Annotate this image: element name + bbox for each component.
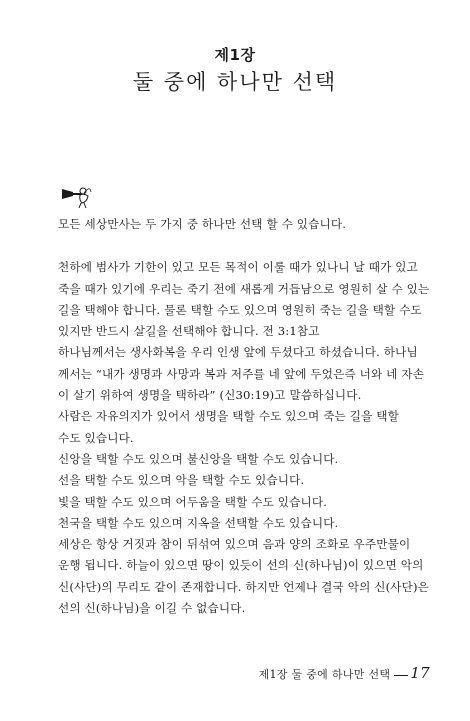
paragraph [58, 214, 430, 235]
text-line: 모든 세상만사는 두 가지 중 하나만 선택 할 수 있습니다. [58, 217, 347, 231]
text-line: 길을 택해야 합니다. 물론 택할 수도 있으며 영원히 죽는 길을 택할 수도 [58, 302, 422, 317]
text-line: 께서는 “내가 생명과 사망과 복과 저주를 네 앞에 두었은즉 너와 네 자손 [58, 366, 425, 381]
paragraph [58, 342, 430, 406]
paragraph [58, 470, 430, 491]
text-line: 신앙을 택할 수도 있으며 불신앙을 택할 수도 있습니다. [58, 451, 339, 466]
text-line: 죽을 때가 있기에 우리는 죽기 전에 새롭게 거듭남으로 영원히 살 수 있는 [58, 281, 430, 296]
text-line: 세상은 항상 거짓과 참이 뒤섞여 있으며 음과 양의 조화로 우주만물이 [58, 537, 411, 552]
text-line: 천국을 택할 수도 있으며 지옥을 선택할 수도 있습니다. [58, 515, 339, 530]
body-text [58, 214, 430, 619]
page-number: 17 [410, 664, 430, 682]
text-line: 신(사단)의 무리도 같이 존재합니다. 하지만 언제나 결국 악의 신(사단)은 [58, 579, 429, 594]
text-line: 사람은 자유의지가 있어서 생명을 택할 수도 있으며 죽는 길을 택할 [58, 409, 399, 424]
chapter-label: 제1장 [214, 46, 256, 64]
text-line: 선의 신(하나님)을 이길 수 없습니다. [58, 601, 246, 616]
text-line: 수도 있습니다. [58, 430, 134, 445]
text-line: 하나님께서는 생사화복을 우리 인생 앞에 두셨다고 하셨습니다. 하나님 [58, 345, 418, 360]
paragraph [58, 257, 430, 342]
running-title: 제1장 둘 중에 하나만 선택 [258, 668, 391, 681]
page-footer [259, 664, 430, 682]
text-line: 운행 됩니다. 하늘이 있으면 땅이 있듯이 선의 신(하나님)이 있으면 악의 [58, 558, 424, 573]
chapter-title: 둘 중에 하나만 선택 [132, 70, 338, 94]
paragraph [58, 406, 430, 449]
paragraph [58, 449, 430, 470]
paragraph [58, 534, 430, 619]
footer-rule [394, 675, 408, 676]
paragraph [58, 492, 430, 513]
trumpet-angel-icon [58, 183, 92, 209]
text-line: 빛을 택할 수도 있으며 어두움을 택할 수도 있습니다. [58, 494, 328, 509]
text-line: 선을 택할 수도 있으며 악을 택할 수도 있습니다. [58, 473, 305, 488]
text-line: 있지만 반드시 살길을 선택해야 합니다. 전 3:1참고 [58, 324, 320, 339]
paragraph [58, 513, 430, 534]
text-line: 이 살기 위하여 생명을 택하라” (신30:19)고 말씀하십니다. [58, 388, 362, 403]
text-line: 천하에 범사가 기한이 있고 모든 목적이 이룰 때가 있나니 날 때가 있고 [58, 260, 418, 275]
